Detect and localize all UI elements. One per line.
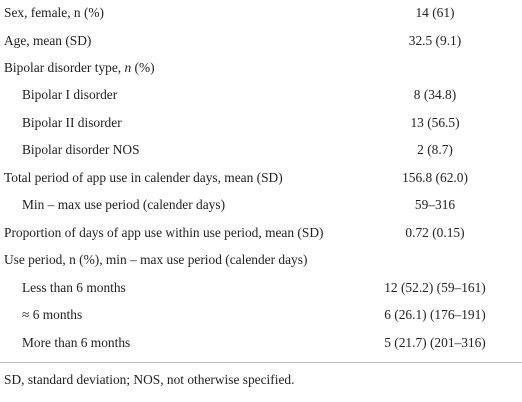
row-value: 2 (8.7) [417,142,453,157]
row-value: 8 (34.8) [413,87,457,102]
table-row [0,112,522,134]
table-row [0,2,522,24]
table-row [0,332,522,354]
table-row [0,194,522,216]
row-label: Bipolar disorder NOS [22,142,140,157]
row-value: 5 (21.7) (201–316) [384,335,486,350]
row-value: 6 (26.1) (176–191) [384,307,486,322]
table-row [0,249,522,271]
table-row [0,84,522,106]
row-value: 13 (56.5) [410,115,460,130]
row-label: Sex, female, n (%) [4,5,105,20]
table-row [0,30,522,52]
row-label: Proportion of days of app use within use period, mean (SD) [4,225,324,240]
row-label: Use period, n (%), min – max use period (calender days) [4,252,308,267]
row-value: 14 (61) [415,5,455,20]
row-value: 59–316 [414,197,456,212]
row-label: Total period of app use in calender days, mean (SD) [4,170,283,185]
row-value: 0.72 (0.15) [405,225,465,240]
row-value: 156.8 (62.0) [402,170,468,185]
table-bottom-rule [0,362,522,363]
row-value: 32.5 (9.1) [408,33,462,48]
row-label: Bipolar II disorder [22,115,122,130]
row-label: Age, mean (SD) [4,33,92,48]
table-row [0,277,522,299]
table-row [0,167,522,189]
row-label: Bipolar disorder type, n (%) [4,60,155,75]
row-label: Min – max use period (calender days) [22,197,226,212]
table-footnote: SD, standard deviation; NOS, not otherwise specified. [4,372,295,387]
table-row [0,222,522,244]
table-row [0,57,522,79]
row-label: More than 6 months [22,335,131,350]
row-label: Less than 6 months [22,280,126,295]
row-label: Bipolar I disorder [22,87,118,102]
table-row [0,304,522,326]
row-value: 12 (52.2) (59–161) [384,280,486,295]
table-row [0,139,522,161]
row-label: ≈ 6 months [22,307,83,322]
